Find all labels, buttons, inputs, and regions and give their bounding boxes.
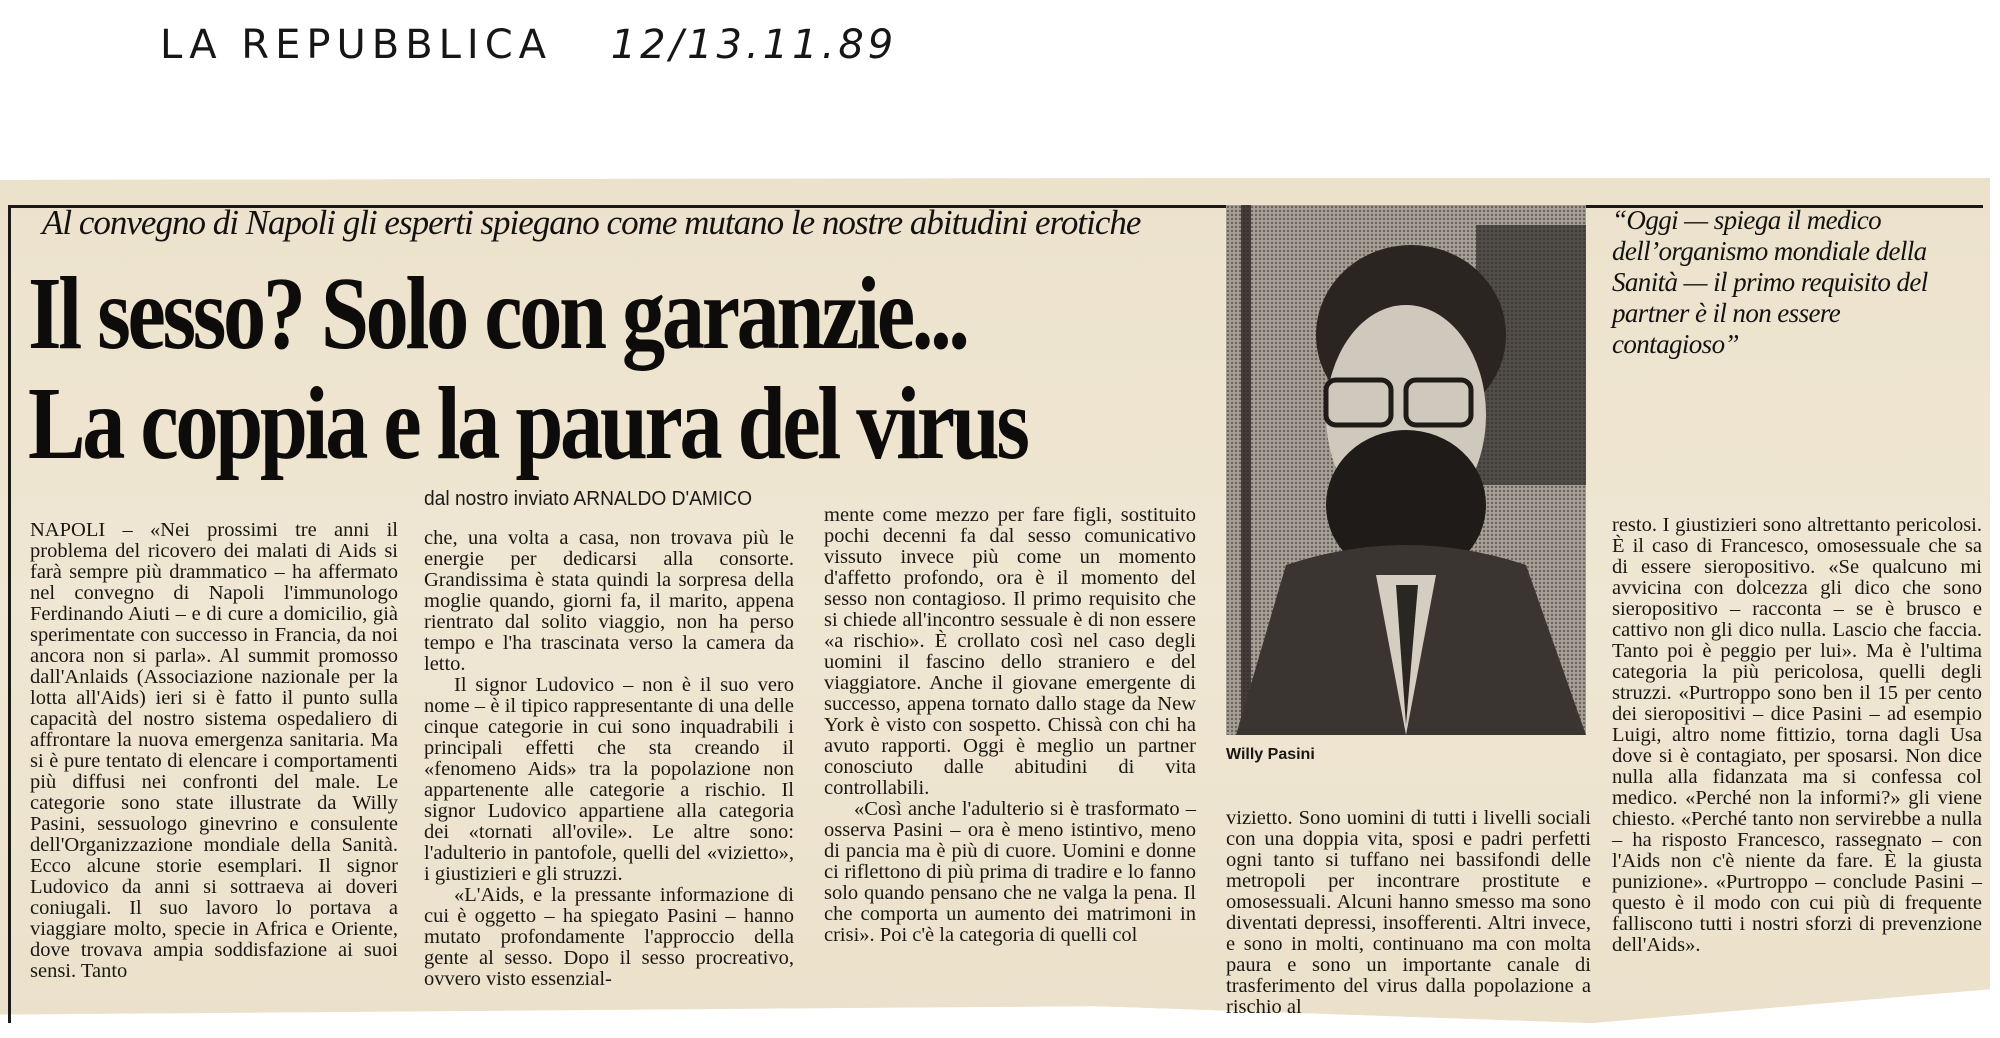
article-column-5 — [1612, 515, 1982, 956]
newspaper-name: LA REPUBBLICA — [160, 22, 553, 68]
handwritten-annotation — [160, 22, 897, 68]
article-column-4 — [1226, 808, 1591, 1018]
article-frame-left-rule — [8, 205, 11, 1023]
article-kicker: Al convegno di Napoli gli esperti spiegano come mutano le nostre abitudini erotiche — [42, 203, 1141, 242]
portrait-photo — [1226, 205, 1586, 735]
article-column-3 — [824, 505, 1196, 946]
paragraph: Il signor Ludovico – non è il suo vero nome – è il tipico rappresentante di una delle cinque categorie in cui sono inquadrabili i principali effetti che sta creando il «fenomeno Aids» tra la popolazione non appartenente alle categorie a rischio. Il signor Ludovico appartiene alla categoria dei «tornati all'ovile». Le altre sono: l'adulterio in pantofole, quelli del «vizietto», i giustizieri e gli struzzi. — [424, 674, 794, 885]
paragraph: «Così anche l'adulterio si è trasformato – osserva Pasini – ora è meno istintivo, meno di pancia ma è più di cuore. Uomini e donne ci riflettono di più prima di tradire e lo fanno solo quando pensano che ne valga la pena. Il che comporta un aumento dei matrimoni in crisi». Poi c'è la categoria di quelli col — [824, 798, 1196, 946]
article-column-2 — [424, 528, 794, 990]
paragraph: che, una volta a casa, non trovava più le energie per dedicarsi alla consorte. Grandissima è stata quindi la sorpresa della moglie quando, giorni fa, il marito, appena rientrato dal solito viaggio, non ha perso tempo e l'ha trascinata verso la camera da letto. — [424, 527, 794, 675]
byline: dal nostro inviato ARNALDO D'AMICO — [424, 488, 753, 510]
photo-caption: Willy Pasini — [1226, 746, 1315, 763]
paragraph: NAPOLI – «Nei prossimi tre anni il problema del ricovero dei malati di Aids si farà sempre più drammatico – ha affermato nel convegno di Napoli l'immunologo Ferdinando Aiuti – e di cure a domicilio, già sperimentate con successo in Francia, da noi ancora non si parla». Al summit promosso dall'Anlaids (Associazione nazionale per la lotta all'Aids) ieri si è fatto il punto sulla capacità del nostro sistema ospedaliero di affrontare la nuova emergenza sanitaria. Ma si è pure tentato di elencare i comportamenti più diffusi nei confronti del male. Le categorie sono state illustrate da Willy Pasini, sessuologo ginevrino e consulente dell'Organizzazione mondiale della Sanità. Ecco alcune storie esemplari. Il signor Ludovico da anni si sottraeva ai doveri coniugali. Il suo lavoro lo portava a viaggiare molto, specie in Africa e Oriente, dove trovava ampia soddisfazione ai suoi sensi. Tanto — [30, 519, 398, 982]
portrait-photo-graphic — [1226, 205, 1586, 735]
headline-line-2: La coppia e la paura del virus — [28, 366, 1027, 481]
paragraph: vizietto. Sono uomini di tutti i livelli sociali con una doppia vita, sposi e padri perfetti ogni tanto si tuffano nei bassifondi delle metropoli per incontrare prostitute e omosessuali. Alcuni hanno smesso ma sono diventati depressi, insofferenti. Altri invece, e sono in molti, continuano ma con molta paura e sono un importante canale di trasferimento del virus dalla popolazione a rischio al — [1226, 807, 1591, 1018]
paragraph: mente come mezzo per fare figli, sostituito pochi decenni fa dal sesso comunicativo vissuto invece più come un momento d'affetto profondo, ora è il momento del sesso non contagioso. Il primo requisito che si chiede all'incontro sessuale è di non essere «a rischio». È crollato così nel caso degli uomini il fascino dello straniero e del viaggiatore. Anche il giovane emergente di successo, appena tornato dallo stage da New York è visto con sospetto. Chissà con chi ha avuto rapporti. Oggi è meglio un partner conosciuto dalle abitudini di vita controllabili. — [824, 504, 1196, 799]
article-column-1 — [30, 520, 398, 982]
paragraph: resto. I giustizieri sono altrettanto pericolosi. È il caso di Francesco, omosessuale che sa di essere sieropositivo. «Se qualcuno mi avvicina con dolcezza gli dico che sono sieropositivo – racconta – se è brusco e cattivo non gli dico nulla. Lascio che faccia. Tanto poi è peggio per lui». Ma è l'ultima categoria la più pericolosa, quelli degli struzzi. «Purtroppo sono ben il 15 per cento dei sieropositivi – dice Pasini – ad esempio Luigi, altro nome fittizio, torna dagli Usa dove si è contagiato, per sposarsi. Non dice nulla alla fidanzata ma si confessa col medico. «Perché non la informi?» gli viene chiesto. «Perché tanto non servirebbe a nulla – ha risposto Francesco, rassegnato – con l'Aids non c'è niente da fare. È la giusta punizione». «Purtroppo – conclude Pasini – questo è il modo con cui più di frequente falliscono tutti i nostri sforzi di prevenzione dell'Aids». — [1612, 514, 1982, 956]
paragraph: «L'Aids, e la pressante informazione di cui è oggetto – ha spiegato Pasini – hanno mutato profondamente l'approccio della gente al sesso. Dopo il sesso procreativo, ovvero visto essenzial- — [424, 884, 794, 990]
pull-quote: “Oggi — spiega il medico dell’organismo mondiale della Sanità — il primo requisito del partner è il non essere contagioso” — [1612, 205, 1928, 359]
publication-date: 12/13.11.89 — [610, 22, 898, 68]
headline-line-1: Il sesso? Solo con garanzie... — [28, 256, 967, 371]
